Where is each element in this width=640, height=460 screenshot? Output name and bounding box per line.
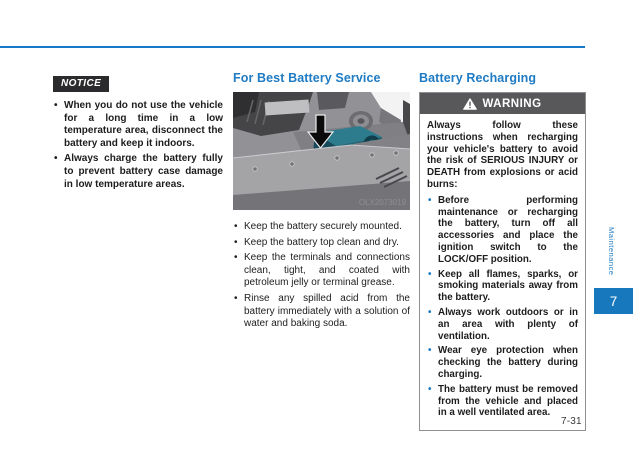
notice-column [53, 73, 223, 194]
warning-box [419, 92, 586, 431]
battery-service-list [233, 221, 410, 331]
warning-title: WARNING [482, 97, 542, 110]
warning-list [427, 195, 578, 419]
warning-body [420, 114, 585, 430]
chapter-tab: 7 [594, 288, 633, 314]
recharging-column [419, 71, 586, 431]
figure-code-label: OLX2073019 [358, 198, 406, 207]
engine-bay-figure [233, 92, 410, 210]
battery-service-column [233, 71, 410, 334]
notice-badge: NOTICE [53, 76, 109, 92]
warning-intro: Always follow these instructions when recharging your vehicle's battery to avoid the risk of SERIOUS INJURY or DEATH from explosions or acid burns: [427, 120, 578, 190]
warning-item: • Wear eye protection when checking the battery during charging. [427, 345, 578, 380]
battery-service-item: • Keep the terminals and connections clean, tight, and coated with petroleum jelly or terminal grease. [233, 252, 410, 290]
warning-item: • Keep all flames, sparks, or smoking materials away from the battery. [427, 269, 578, 304]
chapter-side-label: Maintenance [607, 227, 616, 276]
warning-triangle-icon [463, 98, 477, 110]
warning-header [420, 93, 585, 114]
warning-item: • The battery must be removed from the vehicle and placed in a well ventilated area. [427, 384, 578, 419]
notice-item: • Always charge the battery fully to prevent battery case damage in low temperature areas. [53, 153, 223, 191]
notice-item: • When you do not use the vehicle for a long time in a low temperature area, disconnect the battery and keep it indoors. [53, 100, 223, 150]
battery-service-item: • Rinse any spilled acid from the battery immediately with a solution of water and baking soda. [233, 293, 410, 331]
warning-item: • Before performing maintenance or recharging the battery, turn off all accessories and place the ignition switch to the LOCK/OFF position. [427, 195, 578, 266]
notice-list [53, 100, 223, 191]
header-rule [0, 46, 585, 48]
warning-item: • Always work outdoors or in an area with plenty of ventilation. [427, 307, 578, 342]
battery-service-heading: For Best Battery Service [233, 71, 381, 85]
recharging-heading: Battery Recharging [419, 71, 537, 85]
battery-service-item: • Keep the battery top clean and dry. [233, 237, 410, 250]
battery-service-item: • Keep the battery securely mounted. [233, 221, 410, 234]
page-number: 7-31 [561, 416, 582, 427]
